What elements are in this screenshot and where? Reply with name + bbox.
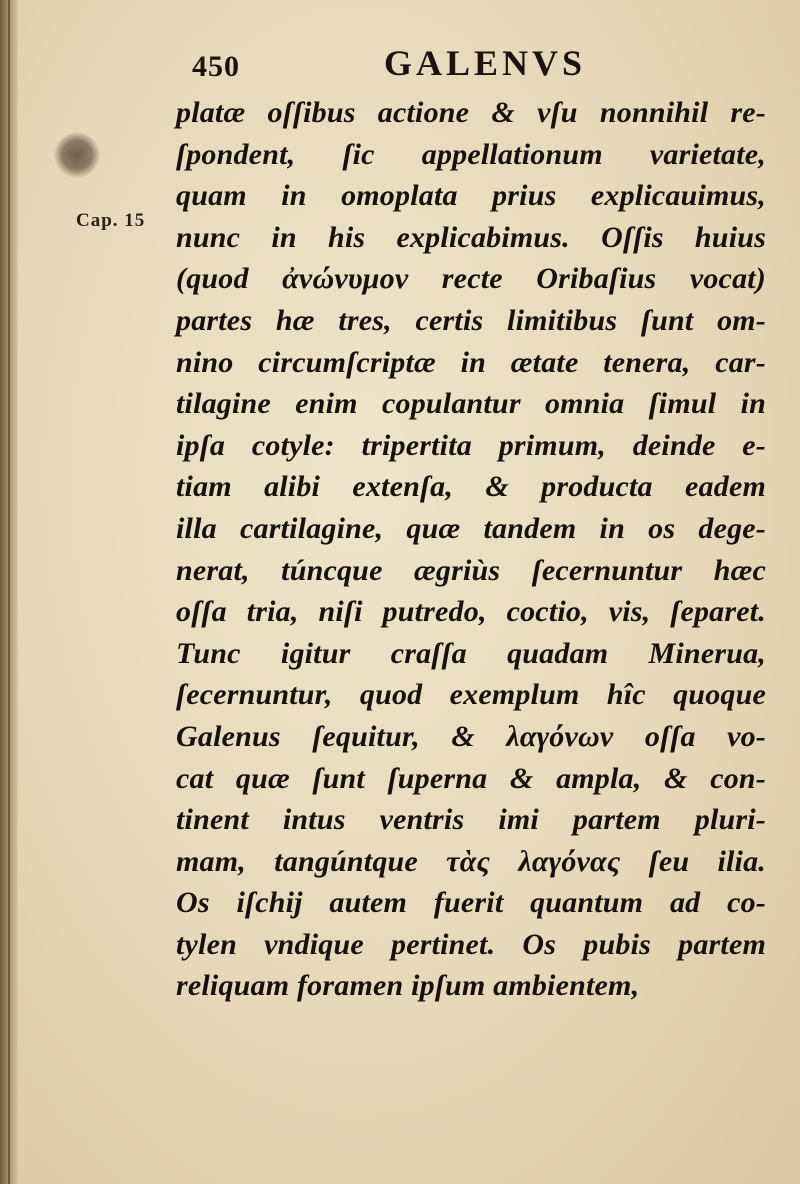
text-line: quam in omoplata prius explicauimus, (176, 179, 766, 213)
body-text (176, 92, 766, 1007)
text-line: tiam alibi extenſa, & producta eadem (176, 470, 766, 504)
text-line: nino circumſcriptæ in ætate tenera, car- (176, 345, 766, 379)
text-line: illa cartilagine, quæ tandem in os dege- (176, 511, 766, 545)
text-line: tylen vndique pertinet. Os pubis partem (176, 927, 766, 961)
text-line: partes hæ tres, certis limitibus ſunt om- (176, 303, 766, 337)
text-line: tilagine enim copulantur omnia ſimul in (176, 387, 766, 421)
text-line: Os iſchij autem fuerit quantum ad co- (176, 886, 766, 920)
text-line: ſpondent, ſic appellationum varietate, (176, 137, 766, 171)
text-line: Galenus ſequitur, & λαγόνων oſſa vo- (176, 719, 766, 753)
text-line: ſecernuntur, quod exemplum hîc quoque (176, 678, 766, 712)
text-line: nunc in his explicabimus. Oſſis huius (176, 220, 766, 254)
margin-chapter-note: Cap. 15 (76, 210, 146, 231)
page-header (0, 40, 800, 90)
text-line: reliquam foramen ipſum ambientem, (176, 969, 640, 1003)
text-line: cat quæ ſunt ſuperna & ampla, & con- (176, 761, 766, 795)
page-number: 450 (192, 50, 240, 83)
text-line: Tunc igitur craſſa quadam Minerua, (176, 636, 766, 670)
text-line: (quod ἀνώνυμον recte Oribaſius vocat) (176, 262, 766, 296)
text-line: oſſa tria, niſi putredo, coctio, vis, ſeparet. (176, 595, 766, 629)
ink-stain (54, 132, 100, 178)
text-line: nerat, túncque ægriùs ſecernuntur hæc (176, 553, 766, 587)
text-line: tinent intus ventris imi partem pluri- (176, 803, 766, 837)
running-head: GALENVS (384, 43, 587, 83)
text-line: ipſa cotyle: tripertita primum, deinde e- (176, 428, 766, 462)
text-line: platæ oſſibus actione & vſu nonnihil re- (176, 96, 766, 129)
text-line: mam, tangúntque τὰς λαγόνας ſeu ilia. (176, 844, 766, 878)
binding-edge (8, 0, 10, 1184)
